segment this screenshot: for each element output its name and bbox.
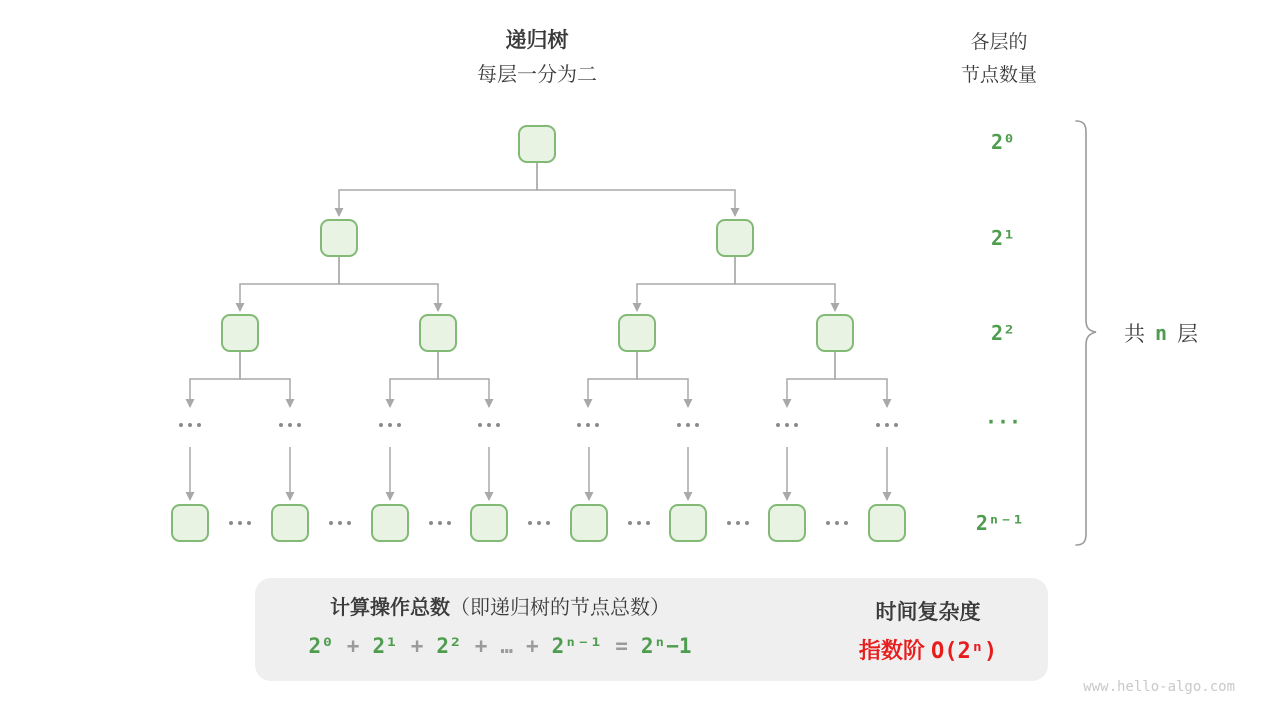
formula-term: 2⁰ xyxy=(308,634,334,658)
formula-operator: + xyxy=(526,634,539,658)
time-complexity-title: 时间复杂度 xyxy=(875,601,981,624)
tree-connector xyxy=(835,352,887,407)
tree-connector xyxy=(339,257,438,311)
right-column-header-line2: 节点数量 xyxy=(960,65,1038,86)
ellipsis-icon xyxy=(586,423,590,427)
tree-connector xyxy=(240,352,290,407)
tree-node xyxy=(221,314,259,352)
ellipsis-icon xyxy=(637,521,641,525)
tree-node xyxy=(419,314,457,352)
tree-node xyxy=(371,504,409,542)
brace-icon xyxy=(1076,121,1096,545)
formula-term: 2ⁿ−1 xyxy=(640,634,692,658)
tree-node xyxy=(816,314,854,352)
tree-connector xyxy=(339,163,537,216)
tree-node xyxy=(271,504,309,542)
formula-operator: = xyxy=(615,634,628,658)
operation-count-title-bold: 计算操作总数 xyxy=(330,597,450,619)
level-count-label-1: 2¹ xyxy=(990,226,1016,250)
tree-node xyxy=(570,504,608,542)
tree-node xyxy=(171,504,209,542)
tree-node xyxy=(518,125,556,163)
ellipsis-icon xyxy=(338,521,342,525)
formula-operator: … xyxy=(500,634,514,658)
tree-connector xyxy=(190,352,240,407)
formula-operator: + xyxy=(410,634,424,658)
formula-term: 2ⁿ⁻¹ xyxy=(551,634,603,658)
ellipsis-icon xyxy=(288,423,292,427)
total-layers-caption xyxy=(1124,318,1198,348)
time-complexity-bigO: O(2ⁿ) xyxy=(930,639,998,664)
ellipsis-icon xyxy=(736,521,740,525)
ellipsis-icon xyxy=(388,423,392,427)
summary-box xyxy=(255,578,1048,681)
ellipsis-icon xyxy=(438,521,442,525)
level-count-label-0: 2⁰ xyxy=(990,130,1016,154)
total-layers-post: 层 xyxy=(1177,323,1199,346)
total-layers-pre: 共 xyxy=(1124,323,1145,346)
tree-node xyxy=(768,504,806,542)
formula-operator: + xyxy=(474,634,488,658)
time-complexity-order: 指数阶 xyxy=(858,638,925,663)
tree-node xyxy=(868,504,906,542)
formula-operator: + xyxy=(346,634,360,658)
tree-node xyxy=(320,219,358,257)
ellipsis-icon xyxy=(885,423,889,427)
right-column-header-line1: 各层的 xyxy=(970,32,1028,53)
ellipsis-icon xyxy=(537,521,541,525)
ellipsis-icon xyxy=(785,423,789,427)
tree-connector xyxy=(735,257,835,311)
tree-connector xyxy=(438,352,489,407)
formula-term: 2² xyxy=(436,634,462,658)
ellipsis-icon xyxy=(835,521,839,525)
total-layers-n: n xyxy=(1155,321,1168,345)
level-count-label-last: 2ⁿ⁻¹ xyxy=(975,511,1025,535)
tree-connector xyxy=(537,163,735,216)
tree-node xyxy=(669,504,707,542)
ellipsis-icon xyxy=(487,423,491,427)
geometric-series-formula xyxy=(309,634,692,658)
tree-connector xyxy=(588,352,637,407)
tree-node xyxy=(470,504,508,542)
watermark: www.hello-algo.com xyxy=(1083,679,1235,695)
ellipsis-icon xyxy=(686,423,690,427)
tree-connectors xyxy=(190,163,887,500)
tree-connector xyxy=(390,352,438,407)
tree-connector xyxy=(240,257,339,311)
tree-connector xyxy=(637,352,688,407)
operation-count-title-paren: （即递归树的节点总数） xyxy=(450,597,670,619)
operation-count-title xyxy=(330,591,670,620)
tree-node xyxy=(716,219,754,257)
level-count-label-2: 2² xyxy=(990,321,1016,345)
diagram-title: 递归树 xyxy=(505,29,569,52)
diagram-subtitle: 每层一分为二 xyxy=(477,64,597,86)
tree-node xyxy=(618,314,656,352)
tree-connector xyxy=(637,257,735,311)
tree-connector xyxy=(787,352,835,407)
ellipsis-icon xyxy=(238,521,242,525)
level-count-label-ellipsis: ··· xyxy=(984,410,1022,434)
formula-term: 2¹ xyxy=(372,634,398,658)
ellipsis-icon xyxy=(188,423,192,427)
time-complexity-result xyxy=(859,634,997,665)
